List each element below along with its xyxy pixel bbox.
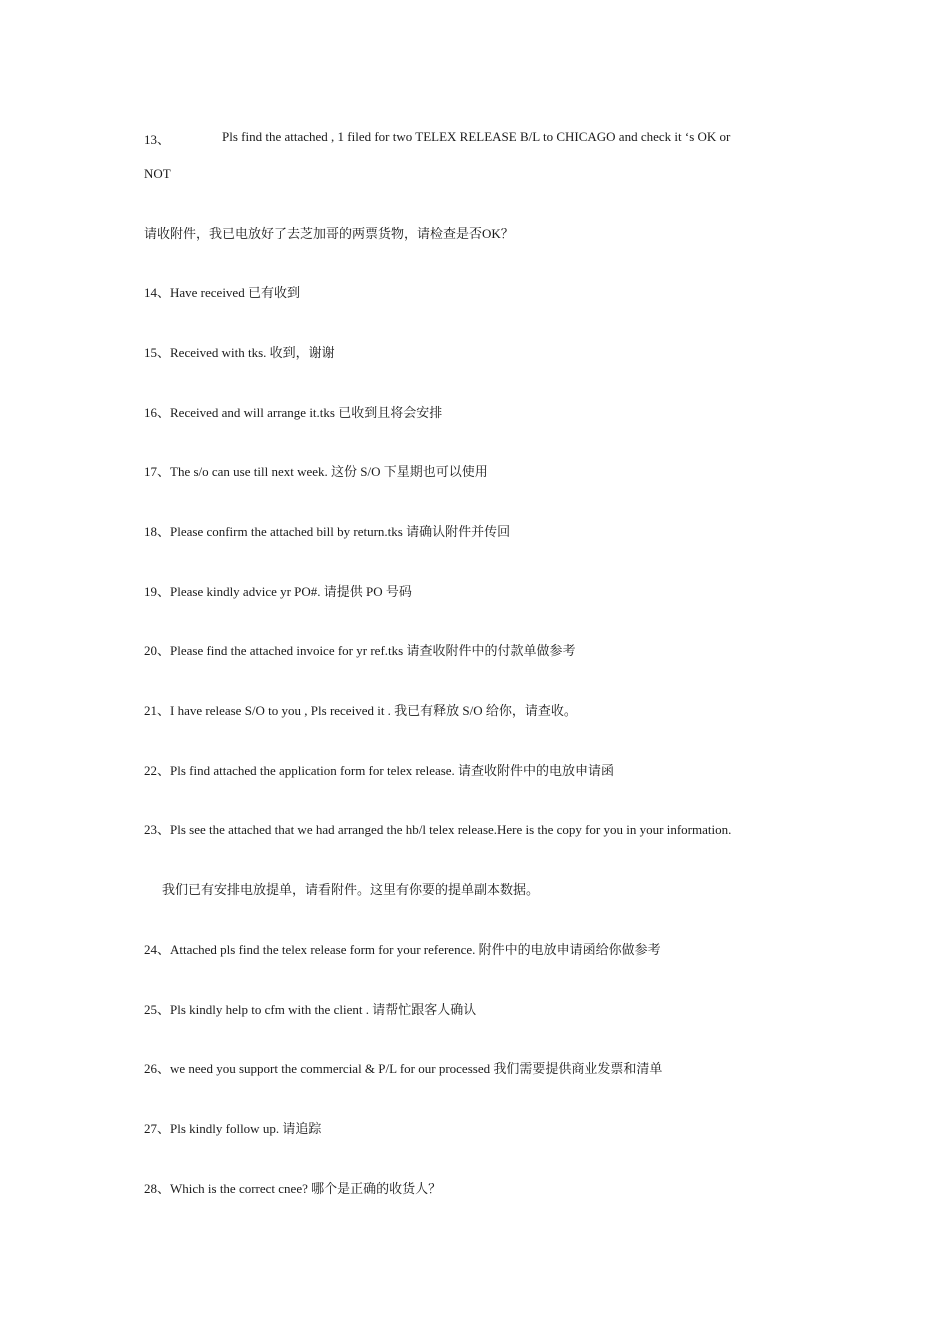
item-20: 20、Please find the attached invoice for yr ref.tks 请查收附件中的付款单做参考: [144, 643, 576, 658]
item-28: 28、Which is the correct cnee? 哪个是正确的收货人？: [144, 1181, 442, 1196]
item-27: 27、Pls kindly follow up. 请追踪: [144, 1121, 322, 1136]
item-13-continuation: NOT: [144, 166, 171, 181]
item-23-chinese: 我们已有安排电放提单，请看附件。这里有你要的提单副本数据。: [162, 882, 540, 897]
item-24: 24、Attached pls find the telex release form for your reference. 附件中的电放申请函给你做参考: [144, 942, 661, 957]
item-16: 16、Received and will arrange it.tks 已收到且将会安排: [144, 405, 443, 420]
item-25: 25、Pls kindly help to cfm with the client . 请帮忙跟客人确认: [144, 1002, 477, 1017]
item-22: 22、Pls find attached the application form for telex release. 请查收附件中的电放申请函: [144, 763, 615, 778]
item-13-number: 13、: [144, 132, 171, 147]
item-13-chinese: 请收附件，我已电放好了去芝加哥的两票货物，请检查是否OK？: [144, 226, 514, 241]
item-13-text: Pls find the attached , 1 filed for two TELEX RELEASE B/L to CHICAGO and check it ‘s OK or: [222, 129, 731, 144]
item-14: 14、Have received 已有收到: [144, 285, 300, 300]
item-17: 17、The s/o can use till next week. 这份 S/O 下星期也可以使用: [144, 464, 488, 479]
item-26: 26、we need you support the commercial & P/L for our processed 我们需要提供商业发票和清单: [144, 1061, 663, 1076]
item-21: 21、I have release S/O to you , Pls received it . 我已有释放 S/O 给你，请查收。: [144, 703, 577, 718]
item-18: 18、Please confirm the attached bill by return.tks 请确认附件并传回: [144, 524, 511, 539]
item-15: 15、Received with tks. 收到，谢谢: [144, 345, 335, 360]
item-23: 23、Pls see the attached that we had arranged the hb/l telex release.Here is the copy for you in your information.: [144, 822, 732, 837]
item-19: 19、Please kindly advice yr PO#. 请提供 PO 号码: [144, 584, 412, 599]
